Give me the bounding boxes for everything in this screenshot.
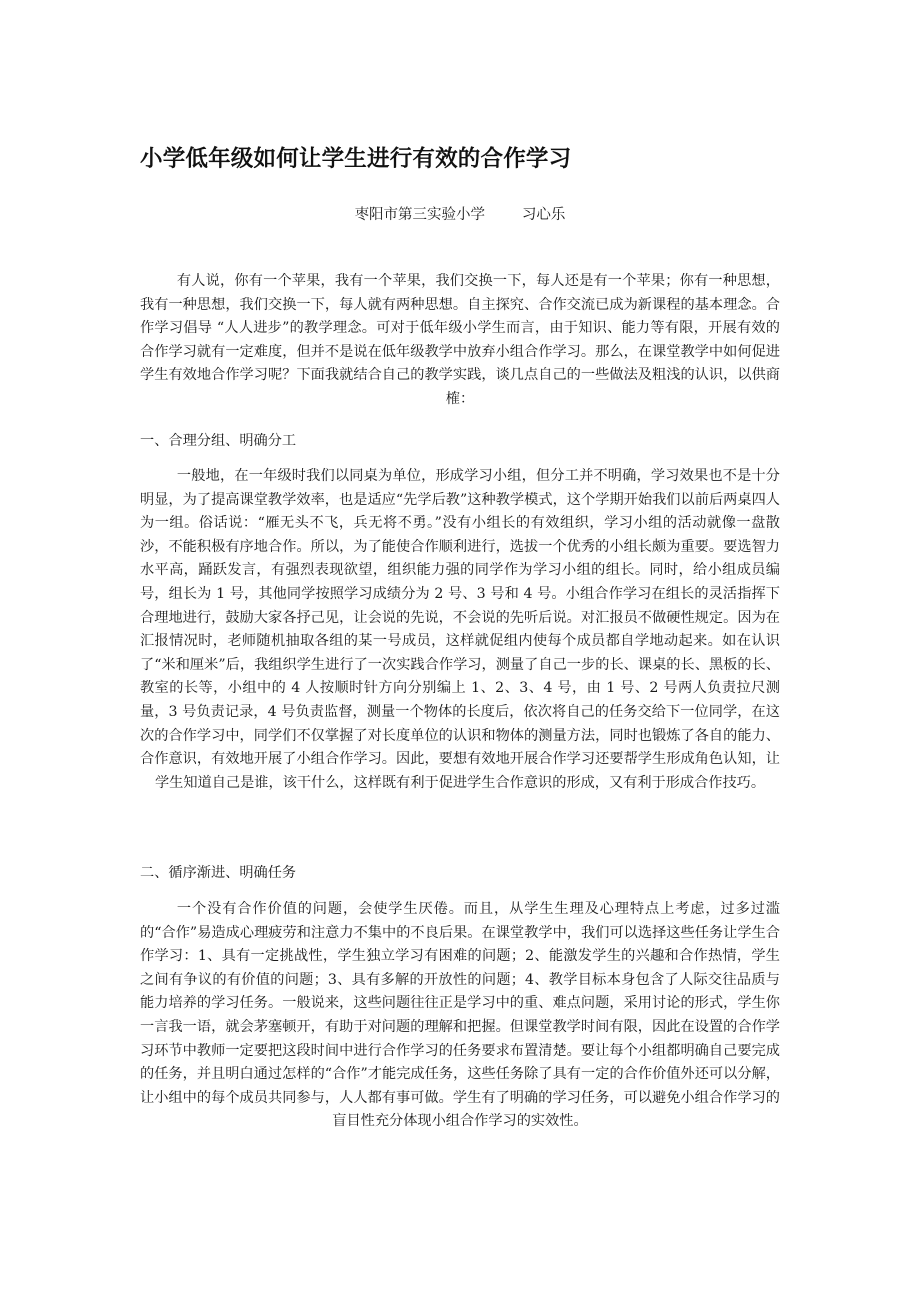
section-heading-1: 一、合理分组、明确分工: [140, 433, 297, 449]
section-heading-2: 二、循序渐进、明确任务: [140, 865, 297, 881]
intro-paragraph: 有人说，你有一个苹果，我有一个苹果，我们交换一下，每人还是有一个苹果；你有一种思想，我有一种思想，我们交换一下，每人就有两种思想。自主探究、合作交流已成为新课程的基本理念。合作学习倡导 “人人进步”的教学理念。可对于低年级小学生而言，由于知识、能力等有限，开展有效的合作学习就有一定难度，但并不是说在低年级教学中放弃小组合作学习。那么，在课堂教学中如何促进学生有效地合作学习呢？下面我就结合自己的教学实践，谈几点自己的一些做法及粗浅的认识，以供商榷：: [140, 273, 780, 407]
author-byline: 枣阳市第三实验小学 习心乐: [354, 207, 566, 223]
document-title: 小学低年级如何让学生进行有效的合作学习: [140, 146, 572, 172]
section-1-paragraph: 一般地，在一年级时我们以同桌为单位，形成学习小组，但分工并不明确，学习效果也不是十分明显，为了提高课堂教学效率，也是适应“先学后教”这种教学模式，这个学期开始我们以前后两桌四人为一组。俗话说：“雁无头不飞，兵无将不勇。”没有小组长的有效组织，学习小组的活动就像一盘散沙，不能积极有序地合作。所以，为了能使合作顺利进行，选拔一个优秀的小组长颇为重要。要选智力水平高，踊跃发言，有强烈表现欲望，组织能力强的同学作为学习小组的组长。同时，给小组成员编号，组长为 1 号，其他同学按照学习成绩分为 2 号、3 号和 4 号。小组合作学习在组长的灵活指挥下合理地进行，鼓励大家各抒己见，让会说的先说，不会说的先听后说。对汇报员不做硬性规定。因为在汇报情况时，老师随机抽取各组的某一号成员，这样就促组内使每个成员都自学地动起来。如在认识了“米和厘米”后，我组织学生进行了一次实践合作学习，测量了自己一步的长、课桌的长、黑板的长、教室的长等，小组中的 4 人按顺时针方向分别编上 1、2、3、4 号，由 1 号、2 号两人负责拉尺测量，3 号负责记录，4 号负责监督，测量一个物体的长度后，依次将自己的任务交给下一位同学，在这次的合作学习中，同学们不仅掌握了对长度单位的认识和物体的测量方法，同时也锻炼了各自的能力、合作意识，有效地开展了小组合作学习。因此，要想有效地开展合作学习还要帮学生形成角色认知，让学生知道自己是谁，该干什么，这样既有利于促进学生合作意识的形成，又有利于形成合作技巧。: [140, 468, 780, 791]
section-2-paragraph: 一个没有合作价值的问题，会使学生厌倦。而且，从学生生理及心理特点上考虑，过多过滥的“合作”易造成心理疲劳和注意力不集中的不良后果。在课堂教学中，我们可以选择这些任务让学生合作学习：1、具有一定挑战性，学生独立学习有困难的问题；2、能激发学生的兴趣和合作热情，学生之间有争议的有价值的问题；3、具有多解的开放性的问题；4、教学目标本身包含了人际交往品质与能力培养的学习任务。一般说来，这些问题往往正是学习中的重、难点问题，采用讨论的形式，学生你一言我一语，就会茅塞顿开，有助于对问题的理解和把握。但课堂教学时间有限，因此在设置的合作学习环节中教师一定要把这段时间中进行合作学习的任务要求布置清楚。要让每个小组都明确自己要完成的任务，并且明白通过怎样的“合作”才能完成任务，这些任务除了具有一定的合作价值外还可以分解，让小组中的每个成员共同参与，人人都有事可做。学生有了明确的学习任务，可以避免小组合作学习的盲目性充分体现小组合作学习的实效性。: [140, 901, 780, 1130]
